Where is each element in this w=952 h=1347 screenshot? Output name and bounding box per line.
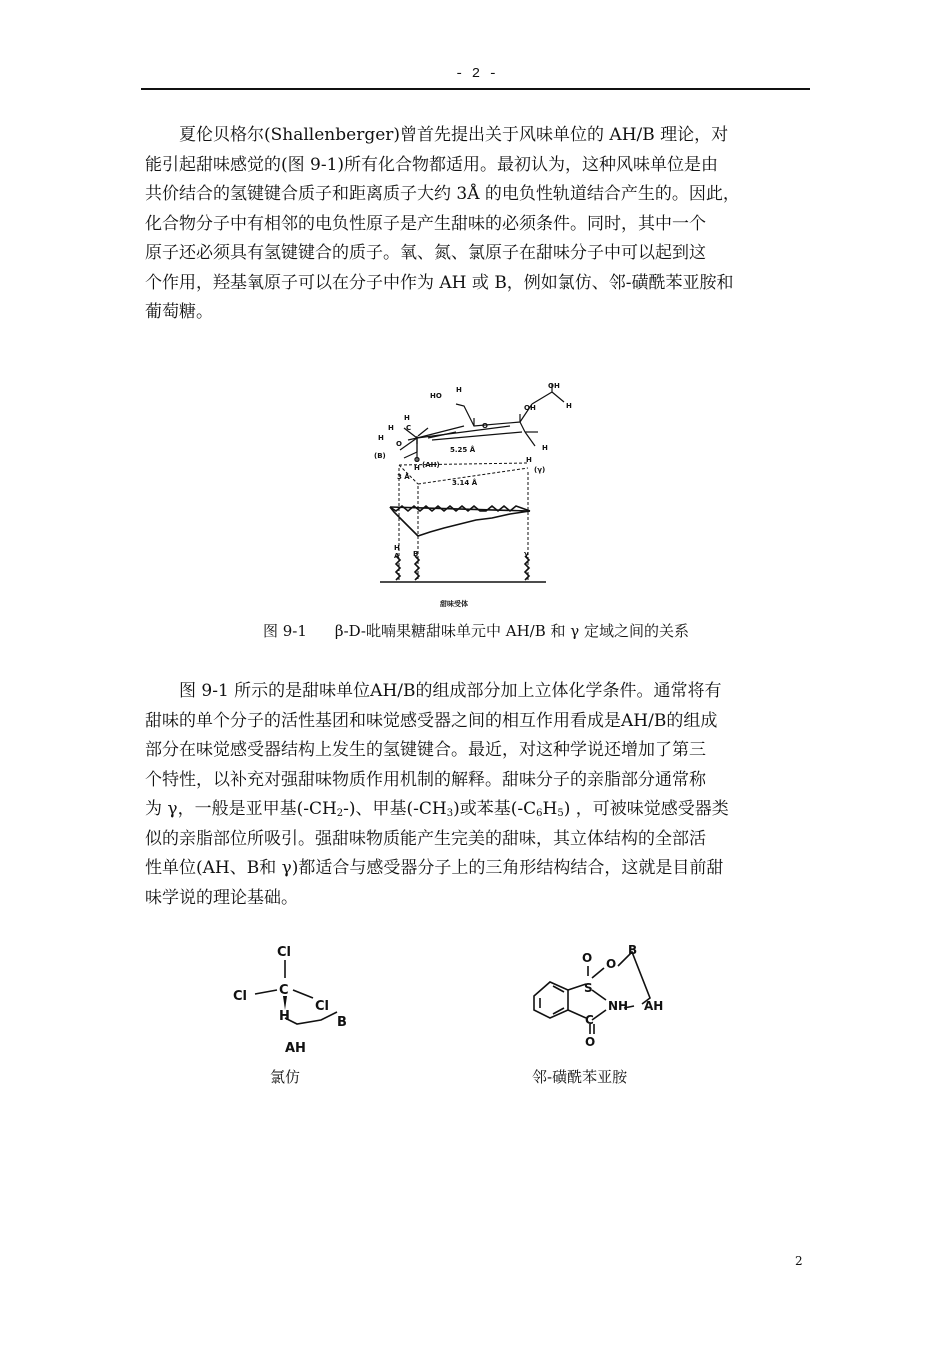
oxygen-atom: O [585, 1035, 596, 1049]
atom-o: O [396, 440, 402, 448]
chlorine-atom: Cl [315, 999, 329, 1014]
figure-caption-text: β-D-吡喃果糖甜味单元中 AH/B 和 γ 定域之间的关系 [334, 622, 690, 640]
ah-site-label: AH [644, 999, 664, 1013]
atom-h: H [388, 424, 394, 432]
text-run: H [542, 799, 558, 819]
paragraph-1-line: 个作用，羟基氧原子可以在分子中作为 AH 或 B，例如氯仿、邻-磺酰苯亚胺和 [145, 272, 734, 293]
atom-h: H [542, 444, 548, 452]
paragraph-1-line: 能引起甜味感觉的(图 9-1)所有化合物都适用。最初认为，这种风味单位是由 [145, 154, 719, 175]
atom-o: O [414, 456, 420, 464]
chlorine-atom: Cl [277, 945, 291, 960]
paragraph-1-line: 夏伦贝格尔(Shallenberger)曾首先提出关于风味单位的 AH/B 理论，对 [179, 125, 729, 145]
receptor-b-label: B [413, 550, 419, 558]
atom-h: H [526, 456, 532, 464]
atom-h: H [404, 414, 410, 422]
page-number: 2 [795, 1254, 803, 1268]
text-run: )或苯基(-C [453, 799, 537, 819]
paragraph-1-line: 共价结合的氢键键合质子和距离质子大约 3Å 的电负性轨道结合产生的。因此， [145, 184, 740, 204]
subscript: 2 [336, 808, 344, 819]
atom-h: H [456, 386, 462, 394]
subscript: 5 [557, 808, 564, 819]
atom-ho: HO [430, 392, 442, 400]
atom-o: O [482, 422, 488, 430]
receptor-ah-label: A [394, 552, 400, 560]
distance-label: 3.14 Å [452, 479, 478, 487]
text-run: -)、甲基(-CH [343, 799, 447, 819]
subscript: 6 [536, 808, 543, 819]
receptor-gamma-label: γ [524, 550, 529, 558]
saccharin-label: 邻-磺酰苯亚胺 [532, 1068, 628, 1086]
paragraph-2 [145, 677, 810, 913]
paragraph-2-line: 图 9-1 所示的是甜味单位AH/B的组成部分加上立体化学条件。通常将有 [179, 681, 722, 701]
fructopyranose-figure [360, 380, 590, 610]
receptor-ah-label: H [394, 544, 400, 552]
atom-h: H [566, 402, 572, 410]
ah-site-label: AH [285, 1041, 306, 1056]
sulfur-atom: S [584, 981, 593, 995]
receptor-label: 甜味受体 [440, 600, 468, 608]
hydrogen-atom: H [279, 1009, 290, 1024]
page-marker: - 2 - [454, 66, 497, 82]
ah-site-label: (AH) [422, 461, 440, 469]
atom-oh: OH [524, 404, 536, 412]
oxygen-atom: O [606, 957, 617, 971]
carbon-atom: C [279, 983, 289, 998]
paragraph-2-line: 甜味的单个分子的活性基团和味觉感受器之间的相互作用看成是AH/B的组成 [145, 710, 718, 731]
subscript: 3 [446, 808, 454, 819]
gamma-site-label: (γ) [534, 466, 546, 474]
paragraph-2-line: 性单位(AH、B和 γ)都适合与感受器分子上的三角形结构结合，这就是目前甜 [145, 858, 724, 878]
distance-label: 3 Å [397, 473, 410, 481]
paragraph-2-line: 似的亲脂部位所吸引。强甜味物质能产生完美的甜味，其立体结构的全部活 [145, 828, 706, 849]
paragraph-2-line: 个特性，以补充对强甜味物质作用机制的解释。甜味分子的亲脂部分通常称 [145, 769, 706, 790]
figure-caption-label: 图 9-1 [262, 622, 307, 640]
b-site-label: B [337, 1015, 347, 1030]
text-run: ) ，可被味觉感受器类 [563, 799, 729, 819]
atom-h: H [378, 434, 384, 442]
b-site-label: (B) [374, 452, 386, 460]
paragraph-1-line: 葡萄糖。 [145, 302, 213, 322]
oxygen-atom: O [582, 951, 593, 965]
paragraph-1-line: 原子还必须具有氢键键合的质子。氧、氮、氯原子在甜味分子中可以起到这 [145, 243, 706, 263]
paragraph-1 [145, 121, 810, 328]
chloroform-structure [225, 938, 365, 1063]
header-rule [141, 88, 810, 90]
chlorine-atom: Cl [233, 989, 247, 1004]
paragraph-1-line: 化合物分子中有相邻的电负性原子是产生甜味的必须条件。同时，其中一个 [145, 213, 706, 234]
carbon-atom: C [585, 1013, 594, 1027]
distance-label: 5.25 Å [450, 446, 476, 454]
chloroform-label: 氯仿 [270, 1068, 301, 1086]
nh-group: NH [608, 999, 629, 1013]
paragraph-2-line: 部分在味觉感受器结构上发生的氢键键合。最近，对这种学说还增加了第三 [145, 740, 706, 760]
paragraph-2-line: 味学说的理论基础。 [145, 887, 298, 908]
figure-caption [0, 620, 952, 641]
text-run: 为 γ，一般是亚甲基(-CH [145, 799, 337, 819]
b-site-label: B [628, 943, 638, 957]
saccharin-structure [520, 938, 690, 1063]
atom-h: H [414, 464, 420, 472]
paragraph-2-line [145, 795, 810, 825]
atom-c: C [406, 424, 412, 432]
atom-oh: OH [548, 382, 560, 390]
